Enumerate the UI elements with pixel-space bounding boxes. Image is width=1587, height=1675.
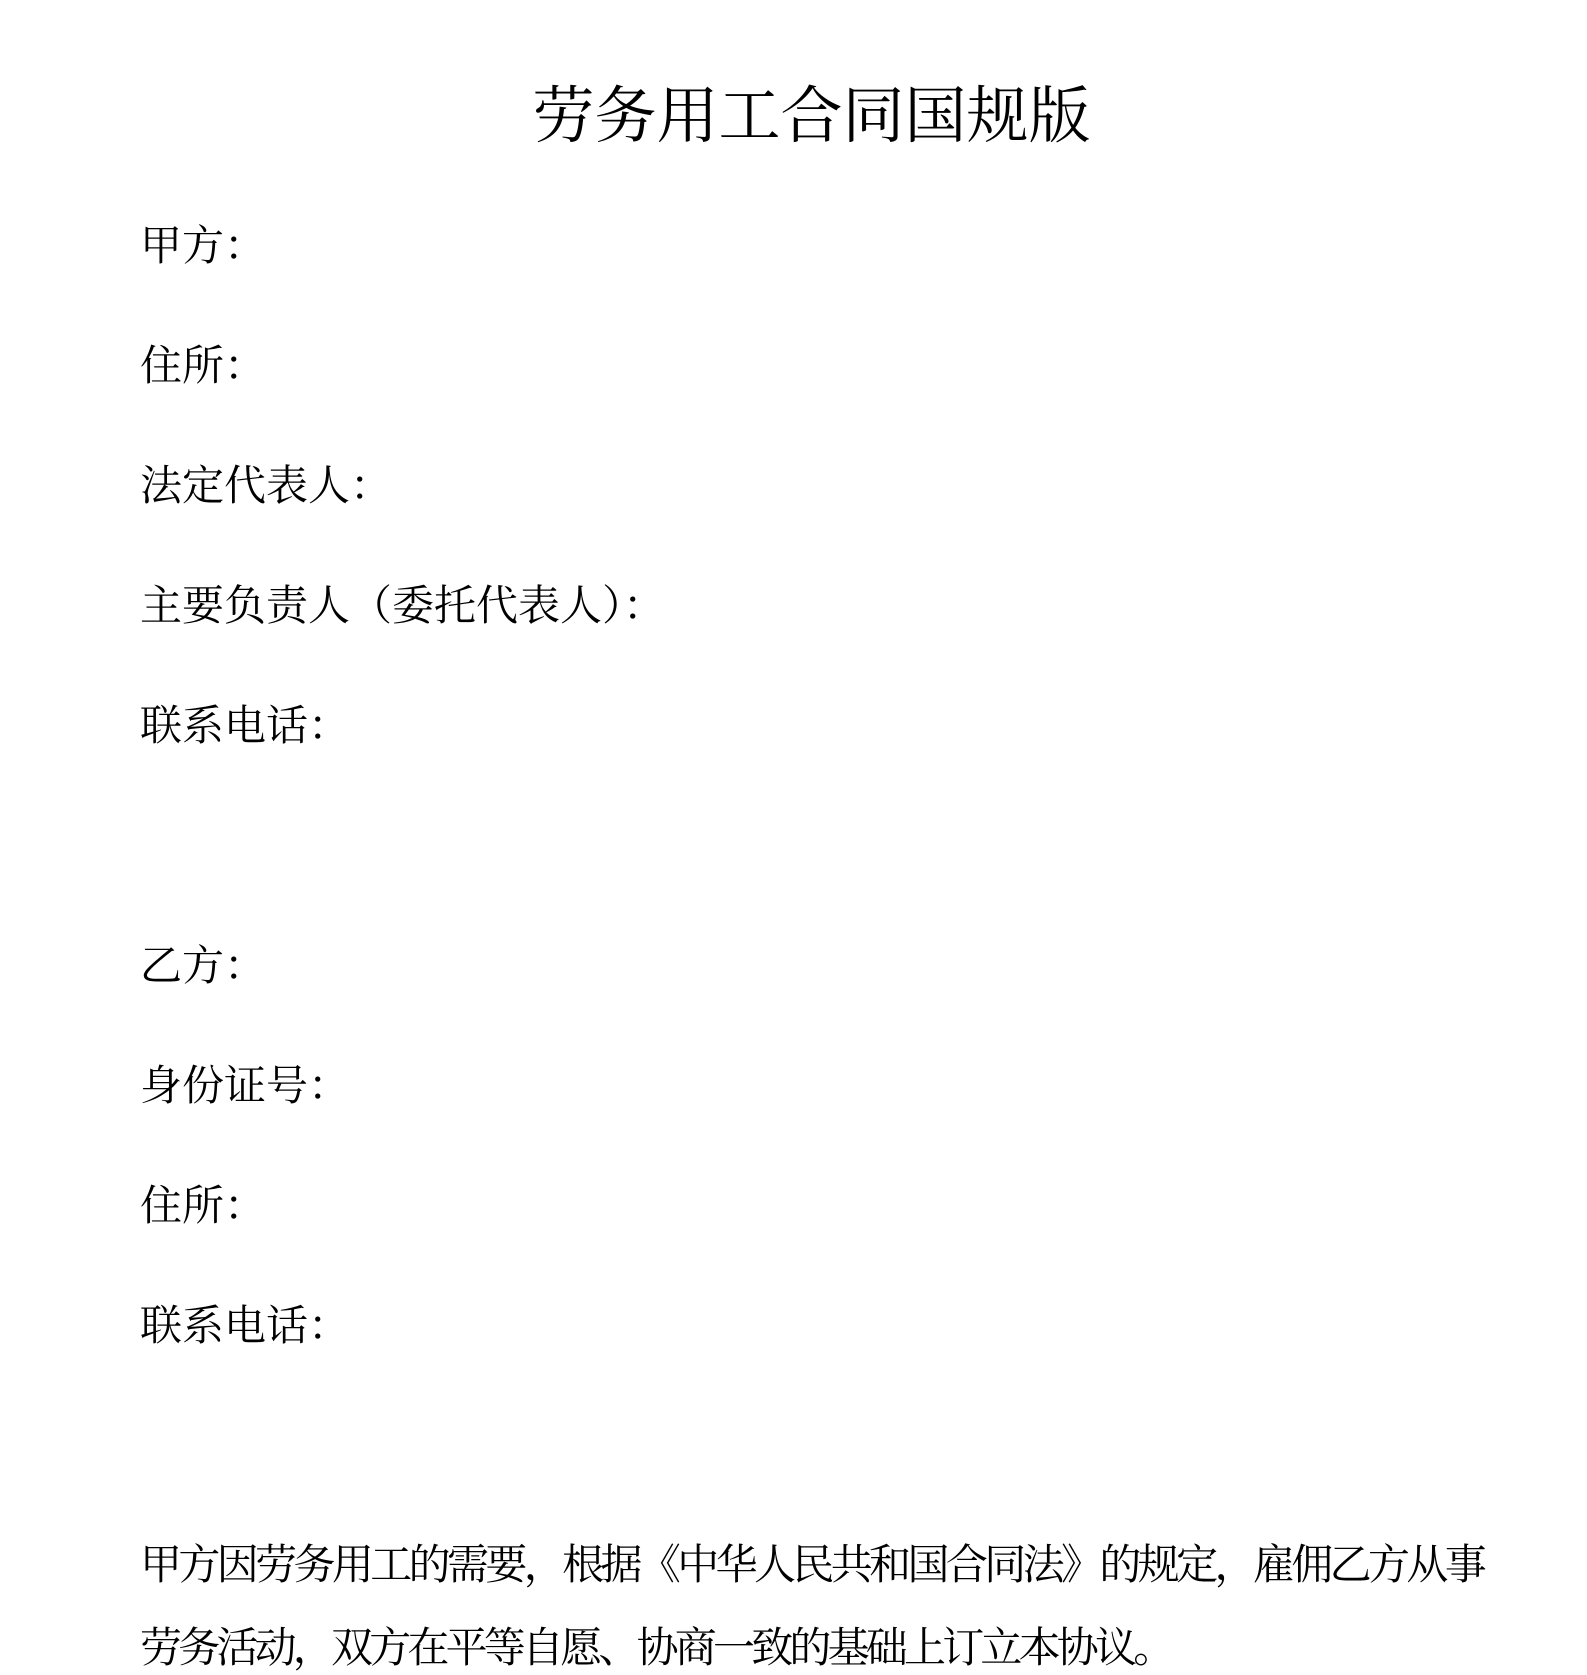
field-party-a-address: 住所：	[140, 344, 267, 390]
field-party-b-address: 住所：	[140, 1184, 267, 1230]
field-party-a-name: 甲方：	[140, 224, 267, 270]
party-b-section	[140, 945, 1483, 1349]
field-legal-representative: 法定代表人：	[140, 464, 393, 510]
preamble-paragraph: 甲方因劳务用工的需要，根据《中华人民共和国合同法》的规定，雇佣乙方从事劳务活动，双方在平等自愿、协商一致的基础上订立本协议。	[140, 1543, 1483, 1672]
field-party-b-phone: 联系电话：	[140, 1304, 351, 1350]
party-a-section	[140, 225, 1483, 749]
field-party-b-id-number: 身份证号：	[140, 1064, 351, 1110]
document-title: 劳务用工合同国规版	[532, 83, 1091, 151]
field-principal-entrusted-representative: 主要负责人（委托代表人）：	[140, 584, 666, 630]
field-party-b-name: 乙方：	[140, 944, 267, 990]
field-party-a-phone: 联系电话：	[140, 704, 351, 750]
